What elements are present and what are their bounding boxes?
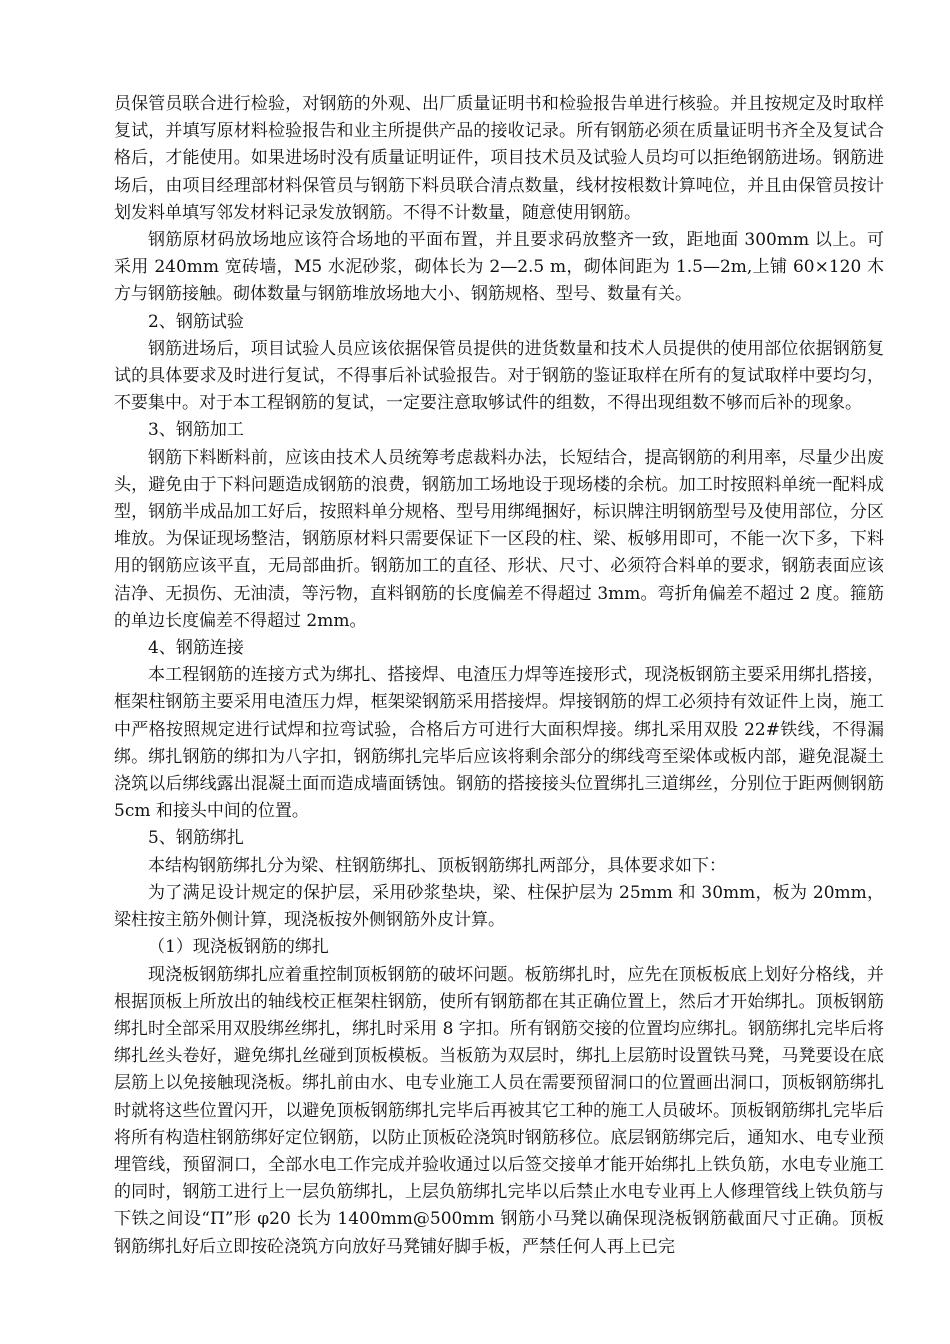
paragraph-slab-binding: 现浇板钢筋绑扎应着重控制顶板钢筋的破坏问题。板筋绑扎时，应先在顶板板底上划好分格线，并根据顶板上所放出的轴线校正框架柱钢筋，使所有钢筋都在其正确位置上，然后才开始绑扎。顶板钢筋绑扎时全部采用双股绑丝绑扎，绑扎时采用 8 字扣。所有钢筋交接的位置均应绑扎。钢筋绑扎完毕后将绑扎丝头卷好，避免绑扎丝碰到顶板模板。当板筋为双层时，绑扎上层筋时设置铁马凳，马凳要设在底层筋上以免接触现浇板。绑扎前由水、电专业施工人员在需要预留洞口的位置画出洞口，顶板钢筋绑扎时就将这些位置闪开，以避免顶板钢筋绑扎完毕后再被其它工种的施工人员破坏。顶板钢筋绑扎完毕后将所有构造柱钢筋绑好定位钢筋，以防止顶板砼浇筑时钢筋移位。底层钢筋绑完后，通知水、电专业预埋管线，预留洞口，全部水电工作完成并验收通过以后签交接单才能开始绑扎上铁负筋，水电专业施工的同时，钢筋工进行上一层负筋绑扎，上层负筋绑扎完毕以后禁止水电专业再上人修理管线上铁负筋与下铁之间设“Π”形 φ20 长为 1400mm@500mm 钢筋小马凳以确保现浇板钢筋截面尺寸正确。顶板钢筋绑扎好后立即按砼浇筑方向放好马凳铺好脚手板，严禁任何人再上已完: [114, 964, 884, 1257]
section-heading-rebar-connection: 4、钢筋连接: [148, 638, 244, 659]
document-page: [114, 91, 884, 1261]
section-heading-rebar-binding: 5、钢筋绑扎: [148, 828, 244, 849]
paragraph-protective-layer: 为了满足设计规定的保护层，采用砂浆垫块，梁、柱保护层为 25mm 和 30mm，板为 20mm，梁柱按主筋外侧计算，现浇板按外侧钢筋外皮计算。: [114, 882, 884, 931]
paragraph-rebar-processing: 钢筋下料断料前，应该由技术人员统筹考虑裁料办法，长短结合，提高钢筋的利用率，尽量少出废头，避免由于下料问题造成钢筋的浪费，钢筋加工场地设于现场楼的余杭。加工时按照料单统一配料成型，钢筋半成品加工好后，按照料单分规格、型号用绑绳捆好，标识牌注明钢筋型号及使用部位，分区堆放。为保证现场整洁，钢筋原材料只需要保证下一区段的柱、梁、板够用即可，不能一次下多，下料用的钢筋应该平直，无局部曲折。钢筋加工的直径、形状、尺寸、必须符合料单的要求，钢筋表面应该洁净、无损伤、无油渍，等污物，直料钢筋的长度偏差不得超过 3mm。弯折角偏差不超过 2 度。箍筋的单边长度偏差不得超过 2mm。: [114, 447, 884, 631]
paragraph-binding-overview: 本结构钢筋绑扎分为梁、柱钢筋绑扎、顶板钢筋绑扎两部分，具体要求如下：: [148, 855, 726, 876]
subsection-heading-slab-binding: （1）现浇板钢筋的绑扎: [148, 937, 329, 958]
section-heading-rebar-testing: 2、钢筋试验: [148, 311, 244, 332]
section-heading-rebar-processing: 3、钢筋加工: [148, 420, 244, 441]
paragraph-material-storage: 钢筋原材码放场地应该符合场地的平面布置，并且要求码放整齐一致，距地面 300mm 以上。可采用 240mm 宽砖墙，M5 水泥砂浆，砌体长为 2—2.5 m，砌体间距为 1.5—2m,上铺 60×120 木方与钢筋接触。砌体数量与钢筋堆放场地大小、钢筋规格、型号、数量有关。: [114, 230, 884, 305]
paragraph-rebar-testing: 钢筋进场后，项目试验人员应该依据保管员提供的进货数量和技术人员提供的使用部位依据钢筋复试的具体要求及时进行复试，不得事后补试验报告。对于钢筋的鉴证取样在所有的复试取样中要均匀，不要集中。对于本工程钢筋的复试，一定要注意取够试件的组数，不得出现组数不够而后补的现象。: [114, 338, 884, 414]
paragraph-rebar-connection: 本工程钢筋的连接方式为绑扎、搭接焊、电渣压力焊等连接形式，现浇板钢筋主要采用绑扎搭接，框架柱钢筋主要采用电渣压力焊，框架梁钢筋采用搭接焊。焊接钢筋的焊工必须持有效证件上岗，施工中严格按照规定进行试焊和拉弯试验，合格后方可进行大面积焊接。绑扎采用双股 22#铁线，不得漏绑。绑扎钢筋的绑扣为八字扣，钢筋绑扎完毕后应该将剩余部分的绑线弯至梁体或板内部，避免混凝土浇筑以后绑线露出混凝土面而造成墙面锈蚀。钢筋的搭接接头位置绑扎三道绑丝，分别位于距两侧钢筋 5cm 和接头中间的位置。: [114, 665, 884, 822]
paragraph-material-inspection: 员保管员联合进行检验，对钢筋的外观、出厂质量证明书和检验报告单进行核验。并且按规定及时取样复试，并填写原材料检验报告和业主所提供产品的接收记录。所有钢筋必须在质量证明书齐全及复试合格后，才能使用。如果进场时没有质量证明证件，项目技术员及试验人员均可以拒绝钢筋进场。钢筋进场后，由项目经理部材料保管员与钢筋下料员联合清点数量，线材按根数计算吨位，并且由保管员按计划发料单填写邻发材料记录发放钢筋。不得不计数量，随意使用钢筋。: [114, 94, 884, 223]
